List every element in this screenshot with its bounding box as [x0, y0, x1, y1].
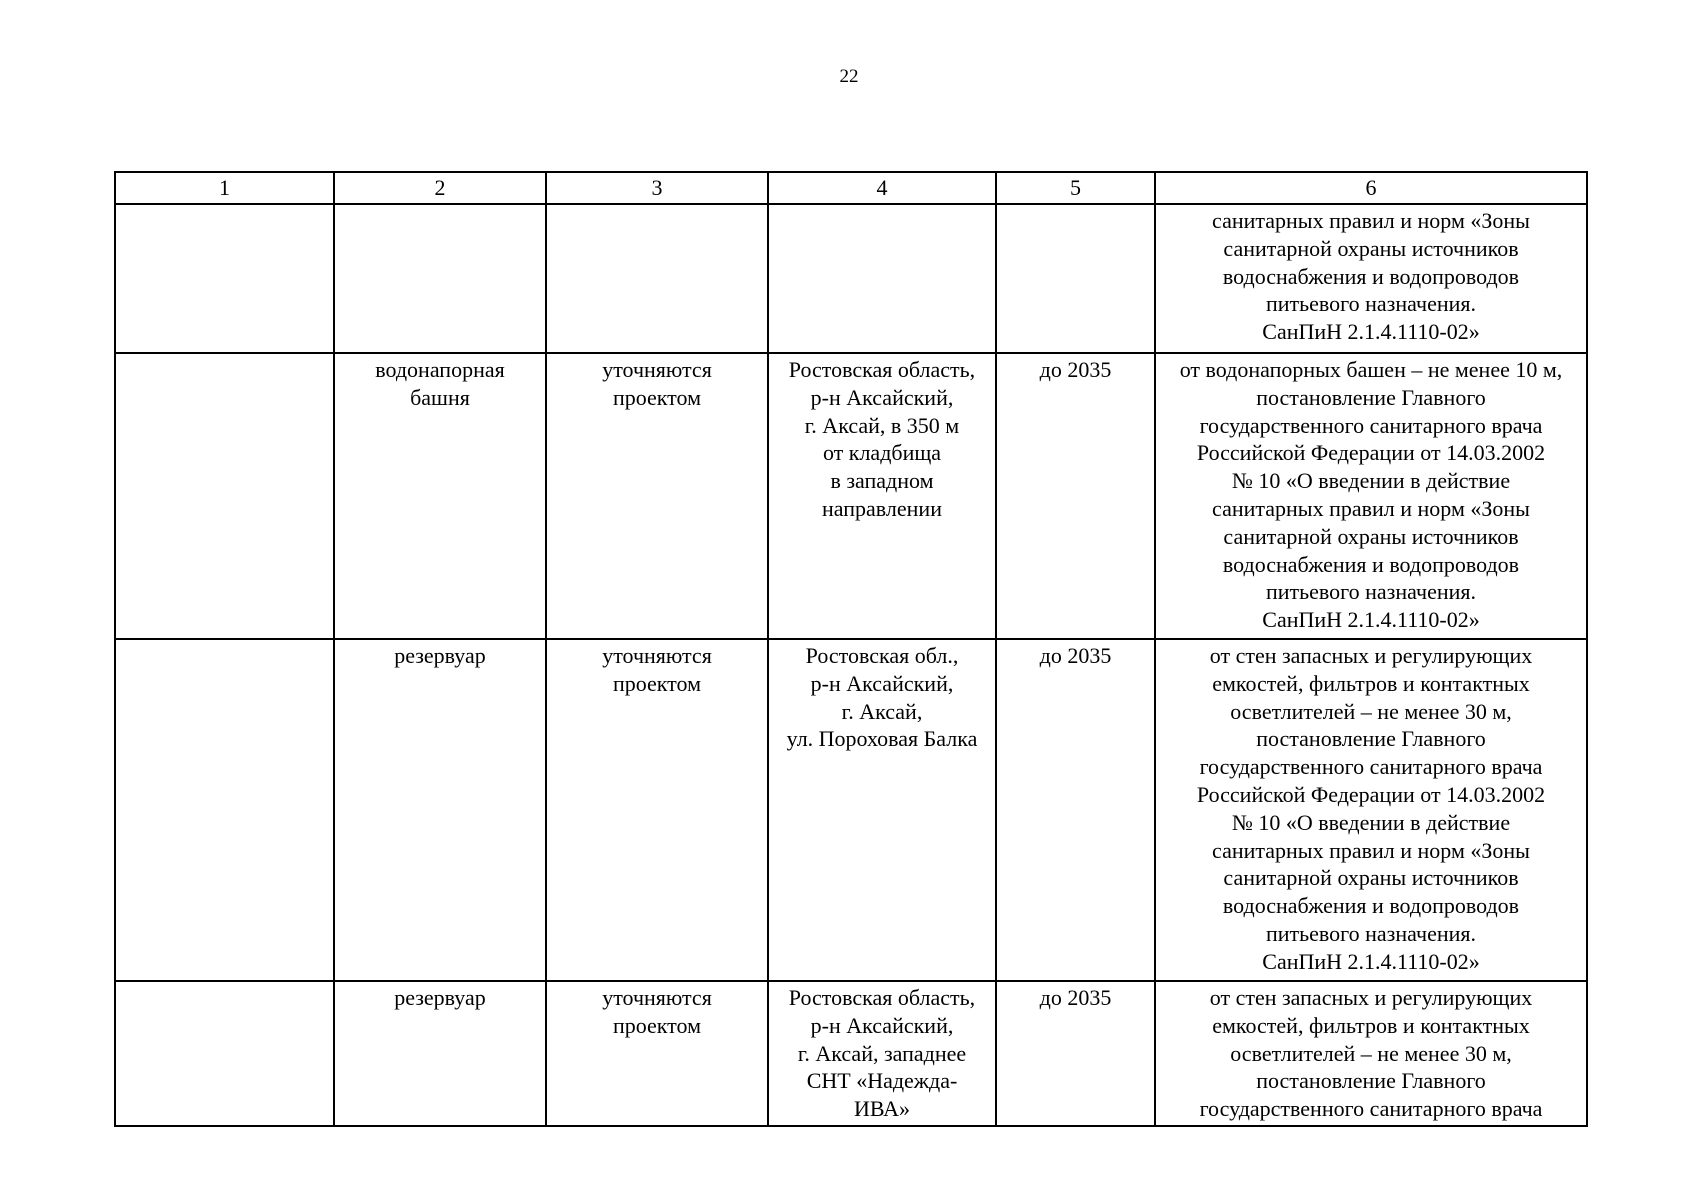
cell-line: СанПиН 2.1.4.1110-02» — [1262, 319, 1480, 345]
cell-line: водоснабжения и водопроводов — [1222, 893, 1520, 919]
cell-line: Российской Федерации от 14.03.2002 — [1196, 781, 1546, 807]
cell-line: г. Аксай, — [841, 698, 923, 724]
table-cell — [996, 981, 1155, 1126]
cell-line: до 2035 — [1039, 985, 1112, 1010]
cell-line: питьевого назначения. — [1265, 579, 1477, 605]
table-cell — [334, 981, 546, 1126]
cell-line: № 10 «О введении в действие — [1231, 468, 1511, 494]
cell-line: Ростовская область, — [788, 985, 976, 1010]
cell-line: осветлителей – не менее 30 м, — [1230, 1040, 1512, 1066]
table-cell — [1155, 981, 1587, 1126]
table-cell — [996, 204, 1155, 353]
cell-line: постановление Главного — [1256, 1068, 1486, 1094]
table-cell — [1155, 639, 1587, 981]
cell-line: от стен запасных и регулирующих — [1209, 985, 1533, 1010]
table-cell — [546, 204, 768, 353]
cell-line: СанПиН 2.1.4.1110-02» — [1262, 607, 1480, 633]
cell-line: направлении — [822, 495, 942, 521]
cell-line: в западном — [830, 468, 934, 494]
cell-line: резервуар — [394, 985, 486, 1010]
cell-line: санитарных правил и норм «Зоны — [1212, 208, 1530, 233]
cell-line: проектом — [612, 670, 702, 696]
table-cell — [1155, 204, 1587, 353]
cell-line: до 2035 — [1039, 643, 1112, 668]
cell-line: р-н Аксайский, — [810, 1012, 954, 1038]
table-row — [115, 981, 1587, 1126]
cell-line: Ростовская область, — [788, 357, 976, 382]
cell-line: до 2035 — [1039, 357, 1112, 382]
cell-line: от стен запасных и регулирующих — [1209, 643, 1533, 668]
table-header-row — [115, 172, 1587, 204]
cell-line: питьевого назначения. — [1265, 920, 1477, 946]
cell-line: государственного санитарного врача — [1199, 1096, 1543, 1122]
cell-line: санитарной охраны источников — [1223, 235, 1519, 261]
table-cell — [115, 204, 334, 353]
cell-line: уточняются — [602, 357, 712, 382]
table-cell — [115, 639, 334, 981]
cell-line: водонапорная — [375, 357, 505, 382]
column-header-1: 1 — [115, 172, 334, 204]
cell-line: постановление Главного — [1256, 384, 1486, 410]
table-cell — [768, 353, 996, 639]
column-header-2: 2 — [334, 172, 546, 204]
cell-line: санитарной охраны источников — [1223, 523, 1519, 549]
cell-line: г. Аксай, в 350 м — [804, 412, 960, 438]
cell-line: проектом — [612, 384, 702, 410]
cell-line: осветлителей – не менее 30 м, — [1230, 698, 1512, 724]
cell-line: ИВА» — [853, 1096, 911, 1122]
cell-line: водоснабжения и водопроводов — [1222, 263, 1520, 289]
table-body — [115, 204, 1587, 1126]
table-cell — [768, 639, 996, 981]
cell-line: уточняются — [602, 643, 712, 668]
column-header-3: 3 — [546, 172, 768, 204]
table-cell — [996, 353, 1155, 639]
cell-line: от кладбища — [822, 440, 942, 466]
cell-line: резервуар — [394, 643, 486, 668]
cell-line: емкостей, фильтров и контактных — [1212, 1012, 1530, 1038]
table-row — [115, 204, 1587, 353]
cell-line: постановление Главного — [1256, 726, 1486, 752]
table-cell — [115, 981, 334, 1126]
cell-line: р-н Аксайский, — [810, 384, 954, 410]
regulation-table — [114, 171, 1588, 1127]
cell-line: от водонапорных башен – не менее 10 м, — [1179, 357, 1563, 382]
table-cell — [768, 981, 996, 1126]
page-number: 22 — [839, 66, 859, 87]
cell-line: питьевого назначения. — [1265, 291, 1477, 317]
table-row — [115, 639, 1587, 981]
table-cell — [334, 353, 546, 639]
table-cell — [334, 639, 546, 981]
table-cell — [334, 204, 546, 353]
table-row — [115, 353, 1587, 639]
table-cell — [546, 639, 768, 981]
cell-line: государственного санитарного врача — [1199, 754, 1543, 780]
cell-line: проектом — [612, 1012, 702, 1038]
cell-line: уточняются — [602, 985, 712, 1010]
cell-line: СНТ «Надежда- — [806, 1068, 958, 1094]
cell-line: Ростовская обл., — [805, 643, 959, 668]
table-cell — [546, 353, 768, 639]
cell-line: башня — [410, 384, 470, 410]
cell-line: емкостей, фильтров и контактных — [1212, 670, 1530, 696]
table-cell — [1155, 353, 1587, 639]
table-cell — [546, 981, 768, 1126]
cell-line: водоснабжения и водопроводов — [1222, 551, 1520, 577]
cell-line: СанПиН 2.1.4.1110-02» — [1262, 948, 1480, 974]
column-header-5: 5 — [996, 172, 1155, 204]
cell-line: р-н Аксайский, — [810, 670, 954, 696]
cell-line: государственного санитарного врача — [1199, 412, 1543, 438]
cell-line: санитарных правил и норм «Зоны — [1212, 837, 1530, 863]
cell-line: № 10 «О введении в действие — [1231, 809, 1511, 835]
table-cell — [768, 204, 996, 353]
cell-line: ул. Пороховая Балка — [786, 726, 978, 752]
column-header-6: 6 — [1155, 172, 1587, 204]
table-cell — [996, 639, 1155, 981]
cell-line: санитарных правил и норм «Зоны — [1212, 495, 1530, 521]
table-cell — [115, 353, 334, 639]
column-header-4: 4 — [768, 172, 996, 204]
cell-line: г. Аксай, западнее — [797, 1040, 967, 1066]
cell-line: санитарной охраны источников — [1223, 865, 1519, 891]
cell-line: Российской Федерации от 14.03.2002 — [1196, 440, 1546, 466]
